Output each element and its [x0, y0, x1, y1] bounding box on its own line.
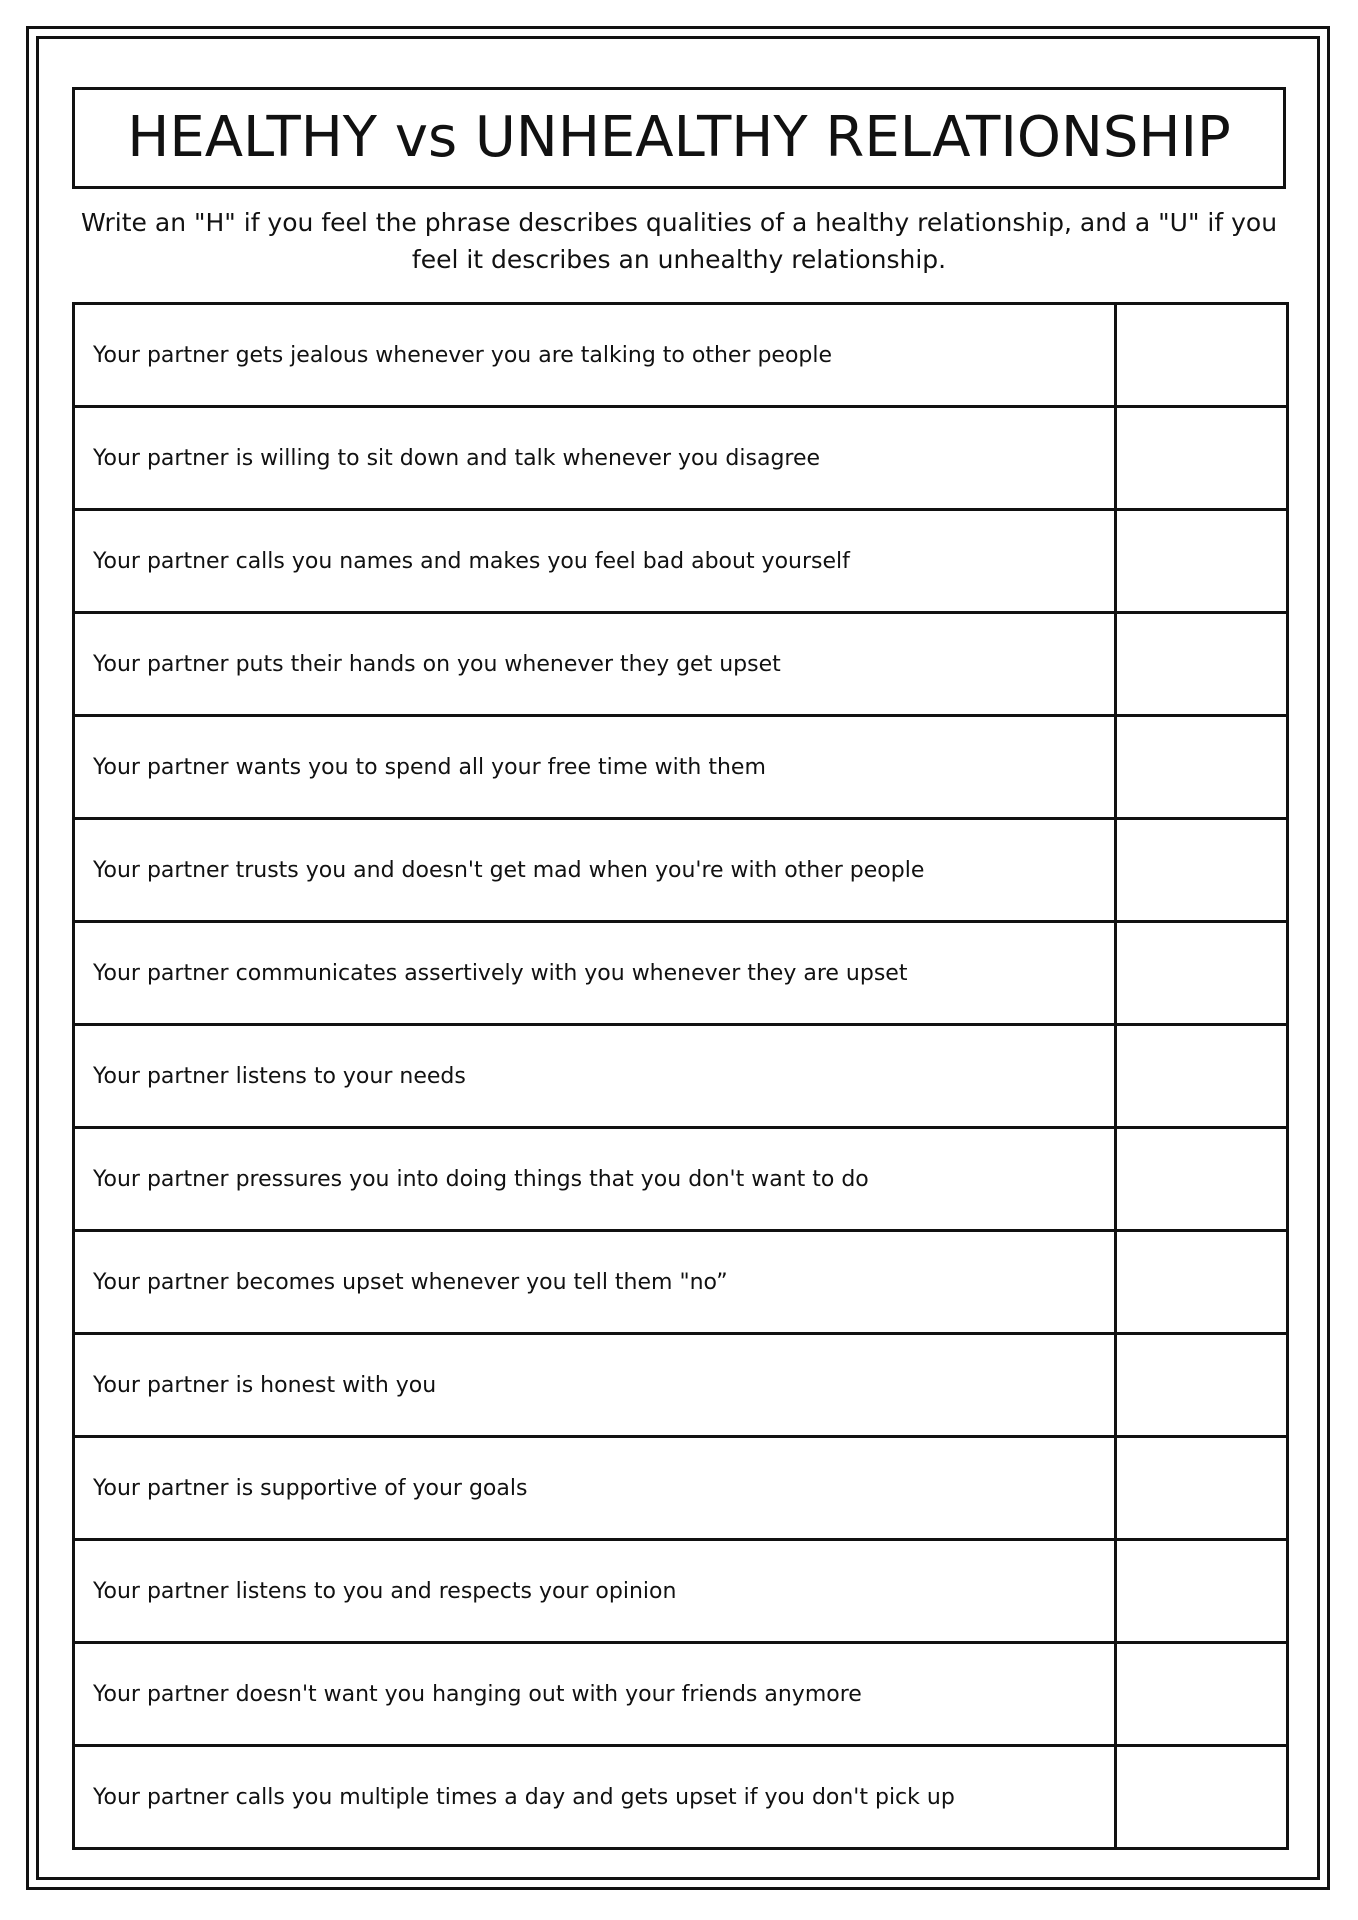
- answer-cell[interactable]: [1116, 1746, 1288, 1849]
- page-title: HEALTHY vs UNHEALTHY RELATIONSHIP: [127, 105, 1231, 170]
- statement-text: Your partner wants you to spend all your free time with them: [74, 716, 1116, 819]
- statement-text: Your partner is willing to sit down and talk whenever you disagree: [74, 407, 1116, 510]
- table-row: [74, 1025, 1288, 1128]
- table-row: [74, 716, 1288, 819]
- table-row: [74, 407, 1288, 510]
- statements-table: [72, 302, 1289, 1850]
- answer-cell[interactable]: [1116, 510, 1288, 613]
- statement-text: Your partner pressures you into doing things that you don't want to do: [74, 1128, 1116, 1231]
- answer-cell[interactable]: [1116, 613, 1288, 716]
- table-row: [74, 613, 1288, 716]
- answer-cell[interactable]: [1116, 1025, 1288, 1128]
- statement-text: Your partner gets jealous whenever you are talking to other people: [74, 304, 1116, 407]
- answer-cell[interactable]: [1116, 716, 1288, 819]
- statement-text: Your partner puts their hands on you whenever they get upset: [74, 613, 1116, 716]
- statement-text: Your partner is honest with you: [74, 1334, 1116, 1437]
- table-row: [74, 1334, 1288, 1437]
- table-row: [74, 304, 1288, 407]
- answer-cell[interactable]: [1116, 1643, 1288, 1746]
- answer-cell[interactable]: [1116, 1334, 1288, 1437]
- statement-text: Your partner doesn't want you hanging out with your friends anymore: [74, 1643, 1116, 1746]
- table-row: [74, 922, 1288, 1025]
- table-row: [74, 1746, 1288, 1849]
- table-row: [74, 1643, 1288, 1746]
- statement-text: Your partner listens to your needs: [74, 1025, 1116, 1128]
- table-row: [74, 1437, 1288, 1540]
- answer-cell[interactable]: [1116, 922, 1288, 1025]
- statement-text: Your partner listens to you and respects your opinion: [74, 1540, 1116, 1643]
- statement-text: Your partner is supportive of your goals: [74, 1437, 1116, 1540]
- statement-text: Your partner communicates assertively with you whenever they are upset: [74, 922, 1116, 1025]
- table-row: [74, 819, 1288, 922]
- table-row: [74, 1128, 1288, 1231]
- answer-cell[interactable]: [1116, 304, 1288, 407]
- statement-text: Your partner calls you multiple times a day and gets upset if you don't pick up: [74, 1746, 1116, 1849]
- instructions-text: Write an "H" if you feel the phrase describes qualities of a healthy relationship, and a "U" if you feel it describes an unhealthy relationship.: [80, 208, 1278, 274]
- answer-cell[interactable]: [1116, 1437, 1288, 1540]
- table-row: [74, 1540, 1288, 1643]
- statement-text: Your partner calls you names and makes you feel bad about yourself: [74, 510, 1116, 613]
- table-row: [74, 1231, 1288, 1334]
- statement-text: Your partner trusts you and doesn't get mad when you're with other people: [74, 819, 1116, 922]
- answer-cell[interactable]: [1116, 1540, 1288, 1643]
- answer-cell[interactable]: [1116, 407, 1288, 510]
- answer-cell[interactable]: [1116, 819, 1288, 922]
- answer-cell[interactable]: [1116, 1128, 1288, 1231]
- title-box: [72, 87, 1286, 189]
- answer-cell[interactable]: [1116, 1231, 1288, 1334]
- statement-text: Your partner becomes upset whenever you tell them "no”: [74, 1231, 1116, 1334]
- table-row: [74, 510, 1288, 613]
